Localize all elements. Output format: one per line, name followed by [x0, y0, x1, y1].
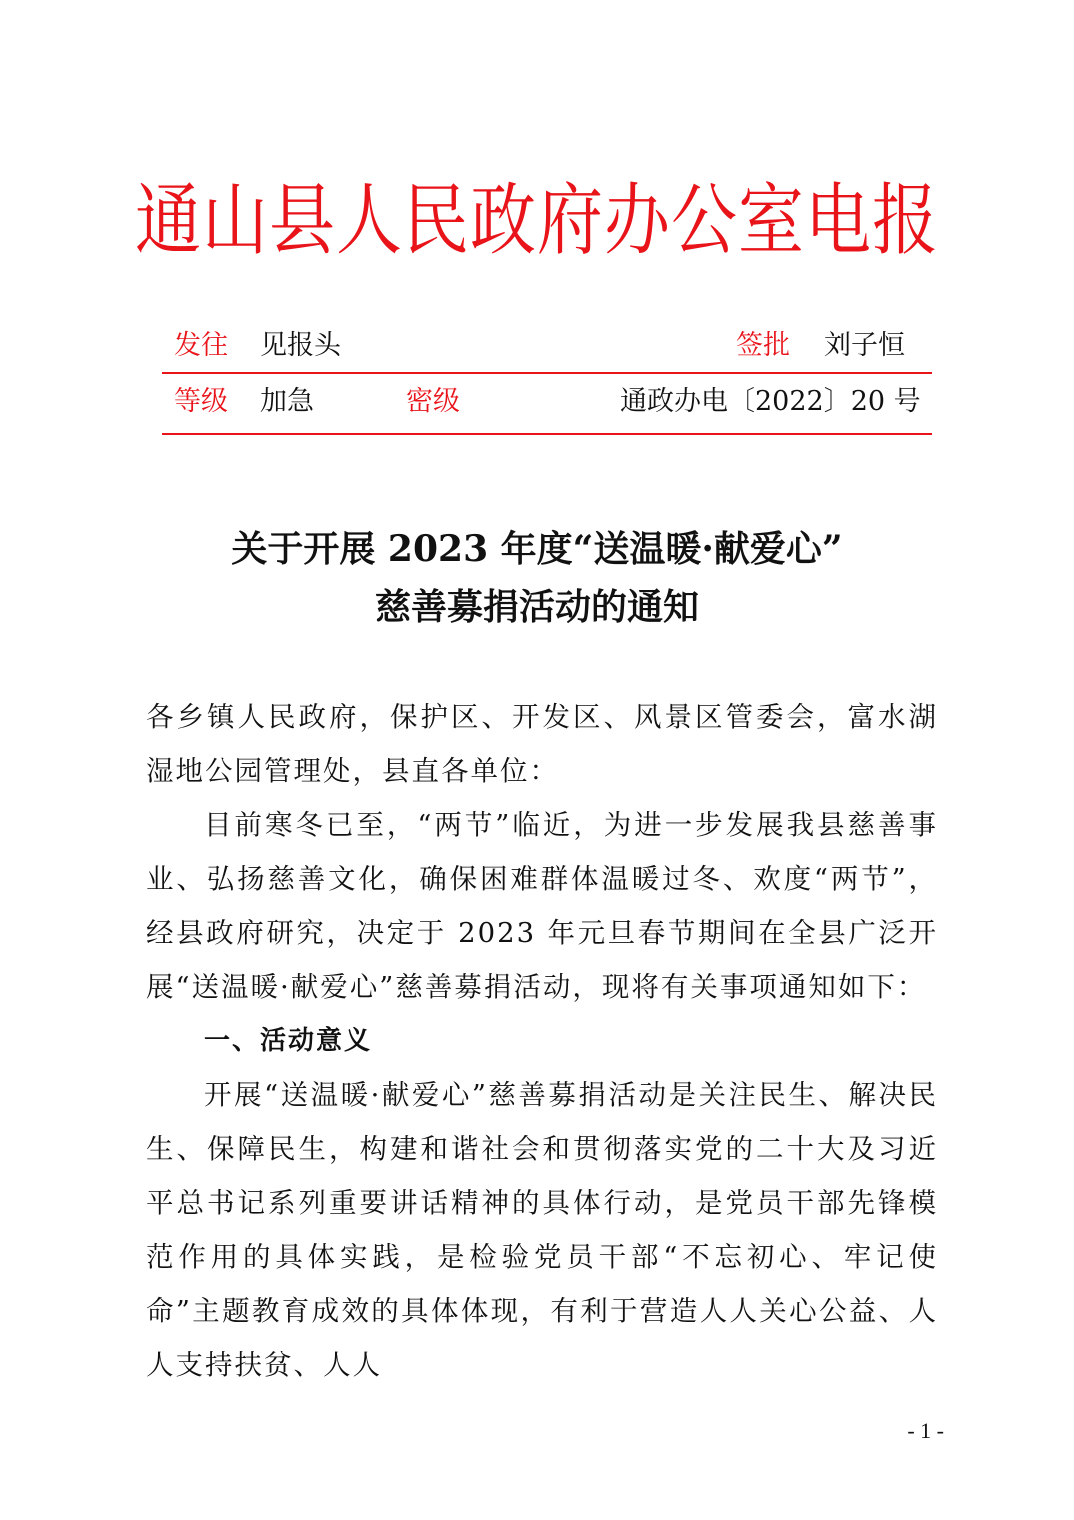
level-label: 等级 — [174, 386, 228, 417]
level-value: 加急 — [260, 386, 314, 417]
send-to-value: 见报头 — [260, 330, 341, 361]
notice-title-line1: 关于开展 2023 年度“送温暖·献爱心” — [231, 528, 843, 570]
document-number: 通政办电〔2022〕20 号 — [620, 386, 921, 417]
secret-label: 密级 — [406, 386, 460, 417]
page-number: - 1 - — [907, 1418, 944, 1443]
document-masthead: 通山县人民政府办公室电报 — [135, 175, 939, 266]
send-to-label: 发往 — [174, 330, 228, 361]
meta-row-level — [162, 374, 932, 430]
paragraph-significance: 开展“送温暖·献爱心”慈善募捐活动是关注民生、解决民生、保障民生，构建和谐社会和贯彻落实党的二十大及习近平总书记系列重要讲话精神的具体行动，是党员干部先锋模范作用的具体实践，是检验党员干部“不忘初心、牢记使命”主题教育成效的具体体现，有利于营造人人关心公益、人人支持扶贫、人人 — [146, 1079, 938, 1381]
meta-row-send — [162, 318, 932, 374]
approve-value: 刘子恒 — [824, 330, 905, 361]
section-heading-significance: 一、活动意义 — [204, 1026, 373, 1056]
header-divider-bottom — [162, 433, 932, 435]
notice-title-line2: 慈善募捐活动的通知 — [374, 586, 699, 628]
paragraph-intro: 目前寒冬已至，“两节”临近，为进一步发展我县慈善事业、弘扬慈善文化，确保困难群体温暖过冬、欢度“两节”，经县政府研究，决定于 2023 年元旦春节期间在全县广泛开展“送温暖·献爱心”慈善募捐活动，现将有关事项通知如下： — [146, 809, 938, 1003]
notice-body — [146, 690, 938, 1392]
addressee: 各乡镇人民政府，保护区、开发区、风景区管委会，富水湖湿地公园管理处，县直各单位： — [146, 701, 938, 787]
approve-label: 签批 — [736, 330, 790, 361]
